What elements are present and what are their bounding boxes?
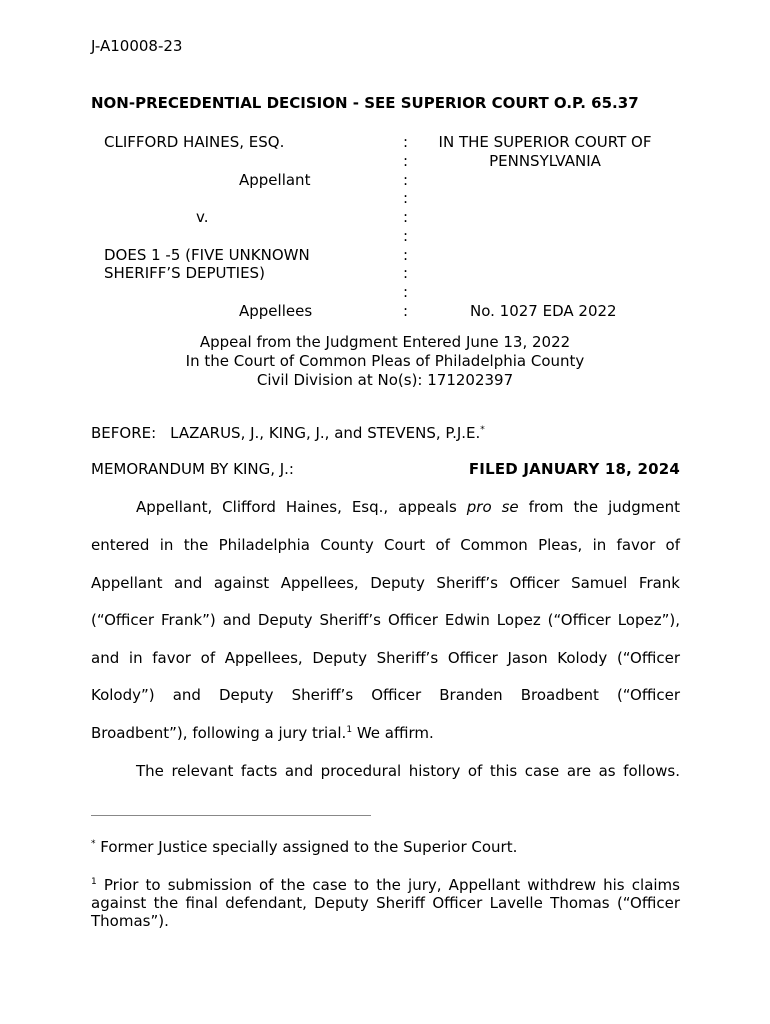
caption-colon: : <box>403 133 409 151</box>
body-text-line <box>91 724 680 742</box>
panel-line <box>91 424 485 442</box>
caption-colon: : <box>403 227 409 245</box>
appellee-label: Appellees <box>239 302 313 320</box>
caption-colon: : <box>403 171 409 189</box>
footnote-marker: 1 <box>91 877 97 887</box>
court-name-line2: PENNSYLVANIA <box>489 152 601 170</box>
body-text: We affirm. <box>352 724 434 742</box>
appellee-name-line1: DOES 1 -5 (FIVE UNKNOWN <box>104 246 310 264</box>
docket-identifier: J-A10008-23 <box>91 37 183 55</box>
footnote-divider <box>91 815 371 816</box>
docket-number: No. 1027 EDA 2022 <box>470 302 617 320</box>
caption-colon: : <box>403 302 409 320</box>
footnote-text: Prior to submission of the case to the jury, Appellant withdrew his claims against the final defendant, Deputy Sheriff Officer Lavelle Thomas (“Officer Thomas”). <box>91 876 680 930</box>
appeal-line: In the Court of Common Pleas of Philadelphia County <box>185 352 585 370</box>
body-text-line: and in favor of Appellees, Deputy Sheriff’s Officer Jason Kolody (“Officer <box>91 649 680 667</box>
footnote-marker: * <box>480 425 485 435</box>
appellant-label: Appellant <box>239 171 311 189</box>
versus: v. <box>196 208 209 226</box>
body-text: Appellant, Clifford Haines, Esq., appeals <box>136 498 467 516</box>
body-text-line: Appellant and against Appellees, Deputy Sheriff’s Officer Samuel Frank <box>91 574 680 592</box>
footnote <box>91 876 680 930</box>
footnote-marker: * <box>91 839 96 849</box>
before-label: BEFORE: <box>91 424 157 442</box>
non-precedential-notice: NON-PRECEDENTIAL DECISION - SEE SUPERIOR COURT O.P. 65.37 <box>91 94 639 112</box>
caption-colon: : <box>403 246 409 264</box>
caption-colon: : <box>403 189 409 207</box>
footnote-marker: 1 <box>346 725 353 735</box>
appellee-name-line2: SHERIFF’S DEPUTIES) <box>104 264 265 282</box>
body-text-italic: pro se <box>466 498 519 516</box>
body-text-line: Kolody”) and Deputy Sheriff’s Officer Branden Broadbent (“Officer <box>91 686 680 704</box>
caption-colon: : <box>403 264 409 282</box>
filed-date: FILED JANUARY 18, 2024 <box>468 460 680 478</box>
body-text: Broadbent”), following a jury trial. <box>91 724 347 742</box>
footnote <box>91 838 680 856</box>
body-text-line: entered in the Philadelphia County Court of Common Pleas, in favor of <box>91 536 680 554</box>
body-text-line <box>91 498 680 516</box>
footnote-text: Former Justice specially assigned to the Superior Court. <box>95 838 518 856</box>
appeal-line: Appeal from the Judgment Entered June 13, 2022 <box>199 333 571 351</box>
body-text-line: (“Officer Frank”) and Deputy Sheriff’s Officer Edwin Lopez (“Officer Lopez”), <box>91 611 680 629</box>
appeal-information <box>90 333 680 390</box>
court-name-line1: IN THE SUPERIOR COURT OF <box>438 133 652 151</box>
body-text: from the judgment <box>518 498 681 516</box>
appeal-line: Civil Division at No(s): 171202397 <box>256 371 514 389</box>
panel-judges: LAZARUS, J., KING, J., and STEVENS, P.J.E. <box>170 424 481 442</box>
caption-colon: : <box>403 283 409 301</box>
appellant-name: CLIFFORD HAINES, ESQ. <box>104 133 285 151</box>
body-text-line: The relevant facts and procedural history of this case are as follows. <box>136 762 680 780</box>
caption-colon: : <box>403 152 409 170</box>
caption-colon: : <box>403 208 409 226</box>
memorandum-author: MEMORANDUM BY KING, J.: <box>91 460 294 478</box>
